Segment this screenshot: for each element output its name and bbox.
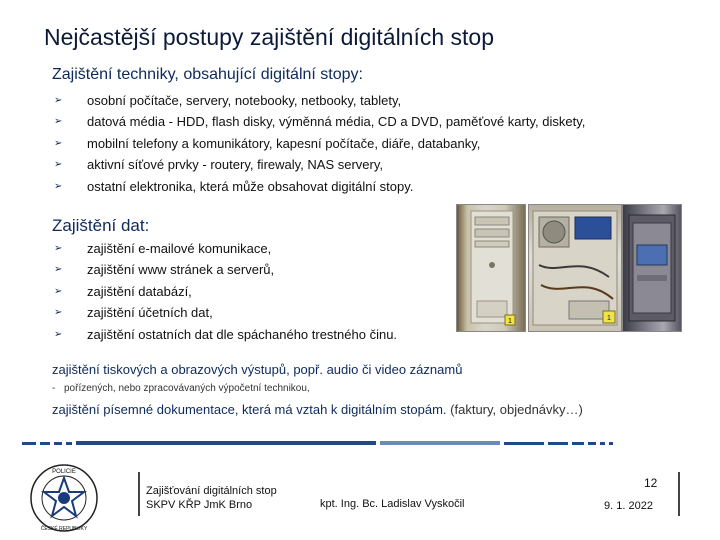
logo-top-text: POLICIE <box>52 469 76 475</box>
list-item-text: zajištění www stránek a serverů, <box>87 262 275 278</box>
list-item <box>52 259 397 280</box>
list-item-text: zajištění účetních dat, <box>87 305 213 321</box>
arrow-bullet-icon: ➢ <box>54 95 63 106</box>
list-item <box>52 281 397 302</box>
arrow-bullet-icon: ➢ <box>54 307 63 319</box>
arrow-bullet-icon: ➢ <box>54 180 63 192</box>
open-pc-illustration <box>529 205 621 331</box>
list-item <box>52 176 585 197</box>
list-item-text: aktivní síťové prvky - routery, firewaly, NAS servery, <box>87 157 384 173</box>
disk-drive-photo <box>622 204 682 332</box>
arrow-bullet-icon: ➢ <box>54 159 63 171</box>
list-item-text: osobní počítače, servery, notebooky, netbooky, tablety, <box>87 93 402 108</box>
list-item <box>52 133 585 154</box>
subsection-line1: zajištění tiskových a obrazových výstupů, popř. audio či video záznamů <box>52 362 463 377</box>
list-item-text: ostatní elektronika, která může obsahovat digitální stopy. <box>87 178 414 194</box>
subsection-line2-examples: (faktury, objednávky…) <box>450 402 583 417</box>
arrow-bullet-icon: ➢ <box>54 285 63 297</box>
list-item <box>52 111 585 132</box>
arrow-bullet-icon: ➢ <box>54 116 63 128</box>
subsection-line2-text: zajištění písemné dokumentace, která má vztah k digitálním stopám. <box>52 402 447 417</box>
footer-author: kpt. Ing. Bc. Ladislav Vyskočil <box>320 498 465 510</box>
section2-heading: Zajištění dat: <box>52 216 150 235</box>
page-number: 12 <box>644 476 658 490</box>
list-item-text: datová média - HDD, flash disky, výměnná média, CD a DVD, paměťové karty, diskety, <box>87 114 586 130</box>
photo-evidence-label: 1 <box>607 315 611 322</box>
subsection-note-text: pořízených, nebo zpracovávaných výpočetní technikou, <box>64 383 310 394</box>
dash-bullet-icon: - <box>52 383 56 394</box>
arrow-bullet-icon: ➢ <box>54 264 63 276</box>
list-item <box>52 302 397 323</box>
footer-department: SKPV KŘP JmK Brno <box>146 499 253 511</box>
slide-title: Nejčastější postupy zajištění digitálních stop <box>44 24 495 50</box>
footer-right-border <box>678 472 680 516</box>
subsection-note <box>52 383 310 394</box>
open-pc-photo <box>528 204 622 332</box>
section1-heading: Zajištění techniky, obsahující digitální stopy: <box>52 66 363 83</box>
list-item-text: zajištění databází, <box>87 283 192 299</box>
footer-left-border <box>138 472 140 516</box>
footer-presentation-info <box>146 484 277 512</box>
list-item <box>52 154 585 175</box>
list-item <box>52 238 397 259</box>
footer-presentation-title: Zajišťování digitálních stop <box>146 485 277 497</box>
arrow-bullet-icon: ➢ <box>54 243 63 254</box>
subsection-line2 <box>52 402 583 417</box>
arrow-bullet-icon: ➢ <box>54 328 63 340</box>
photo-evidence-label: 1 <box>508 318 512 325</box>
list-item <box>52 90 585 111</box>
pc-tower-photo <box>456 204 526 332</box>
list-item-text: mobilní telefony a komunikátory, kapesní počítače, diáře, databanky, <box>87 135 481 151</box>
list-item-text: zajištění e-mailové komunikace, <box>87 241 272 256</box>
disk-drive-illustration <box>623 205 681 331</box>
section1-list <box>52 90 585 197</box>
footer-date: 9. 1. 2022 <box>604 500 653 512</box>
list-item <box>52 324 397 345</box>
pc-tower-illustration <box>457 205 525 331</box>
police-star-icon <box>28 462 100 534</box>
section2-list <box>52 238 397 345</box>
arrow-bullet-icon: ➢ <box>54 137 63 149</box>
decorative-divider <box>22 436 702 452</box>
list-item-text: zajištění ostatních dat dle spáchaného trestného činu. <box>87 326 398 342</box>
logo-bottom-text: ČESKÉ REPUBLIKY <box>40 526 88 532</box>
